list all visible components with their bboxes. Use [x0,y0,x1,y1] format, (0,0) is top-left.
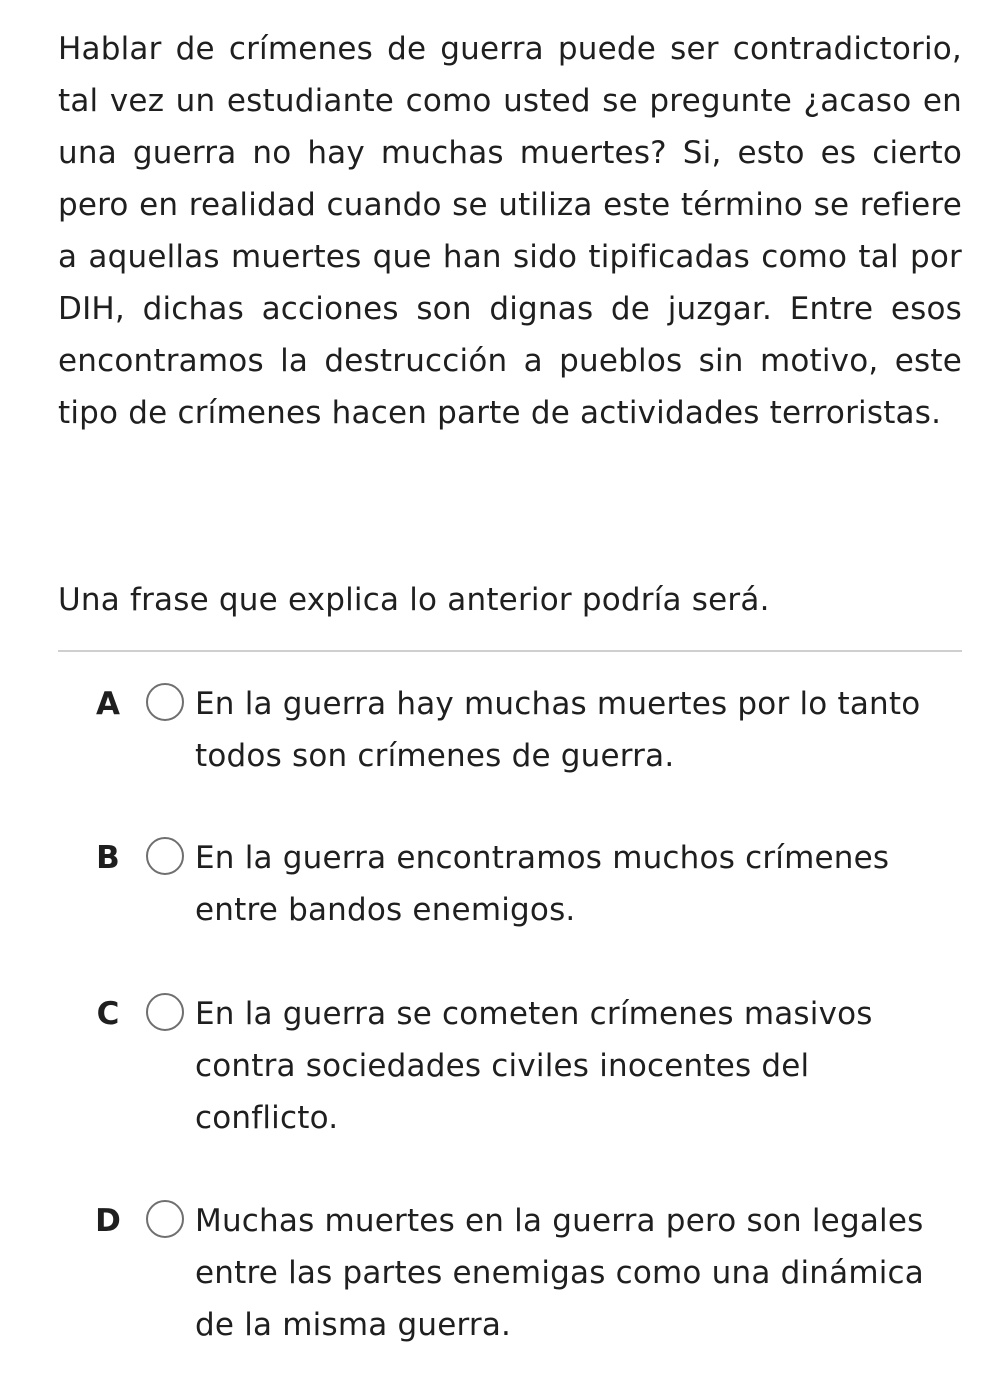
option-text: En la guerra encontramos muchos crímenes entre bandos enemigos. [195,840,890,928]
radio-circle-icon[interactable] [146,993,184,1031]
option-text: En la guerra hay muchas muertes por lo tanto todos son crímenes de guerra. [195,686,921,774]
option-letter: C [96,996,120,1032]
reading-passage: Hablar de crímenes de guerra puede ser contradictorio, tal vez un estudiante como usted se pregunte ¿acaso en una guerra no hay muchas muertes? Si, esto es cierto pero en realidad cuando se utiliza este término se refiere a aquellas muertes que han sido tipificadas como tal por DIH, dichas acciones son dignas de juzgar. Entre esos encontramos la destrucción a pueblos sin motivo, este tipo de crímenes hacen parte de actividades terroristas. [58,31,962,431]
radio-circle-icon[interactable] [146,1200,184,1238]
question-prompt: Una frase que explica lo anterior podría será. [58,582,770,618]
divider [58,650,962,652]
option-text: En la guerra se cometen crímenes masivos contra sociedades civiles inocentes del conflicto. [195,996,873,1136]
option-letter: B [96,840,120,876]
option-letter: D [95,1203,121,1239]
radio-circle-icon[interactable] [146,683,184,721]
radio-circle-icon[interactable] [146,837,184,875]
option-letter: A [96,686,120,722]
option-text: Muchas muertes en la guerra pero son legales entre las partes enemigas como una dinámica de la misma guerra. [195,1203,924,1343]
